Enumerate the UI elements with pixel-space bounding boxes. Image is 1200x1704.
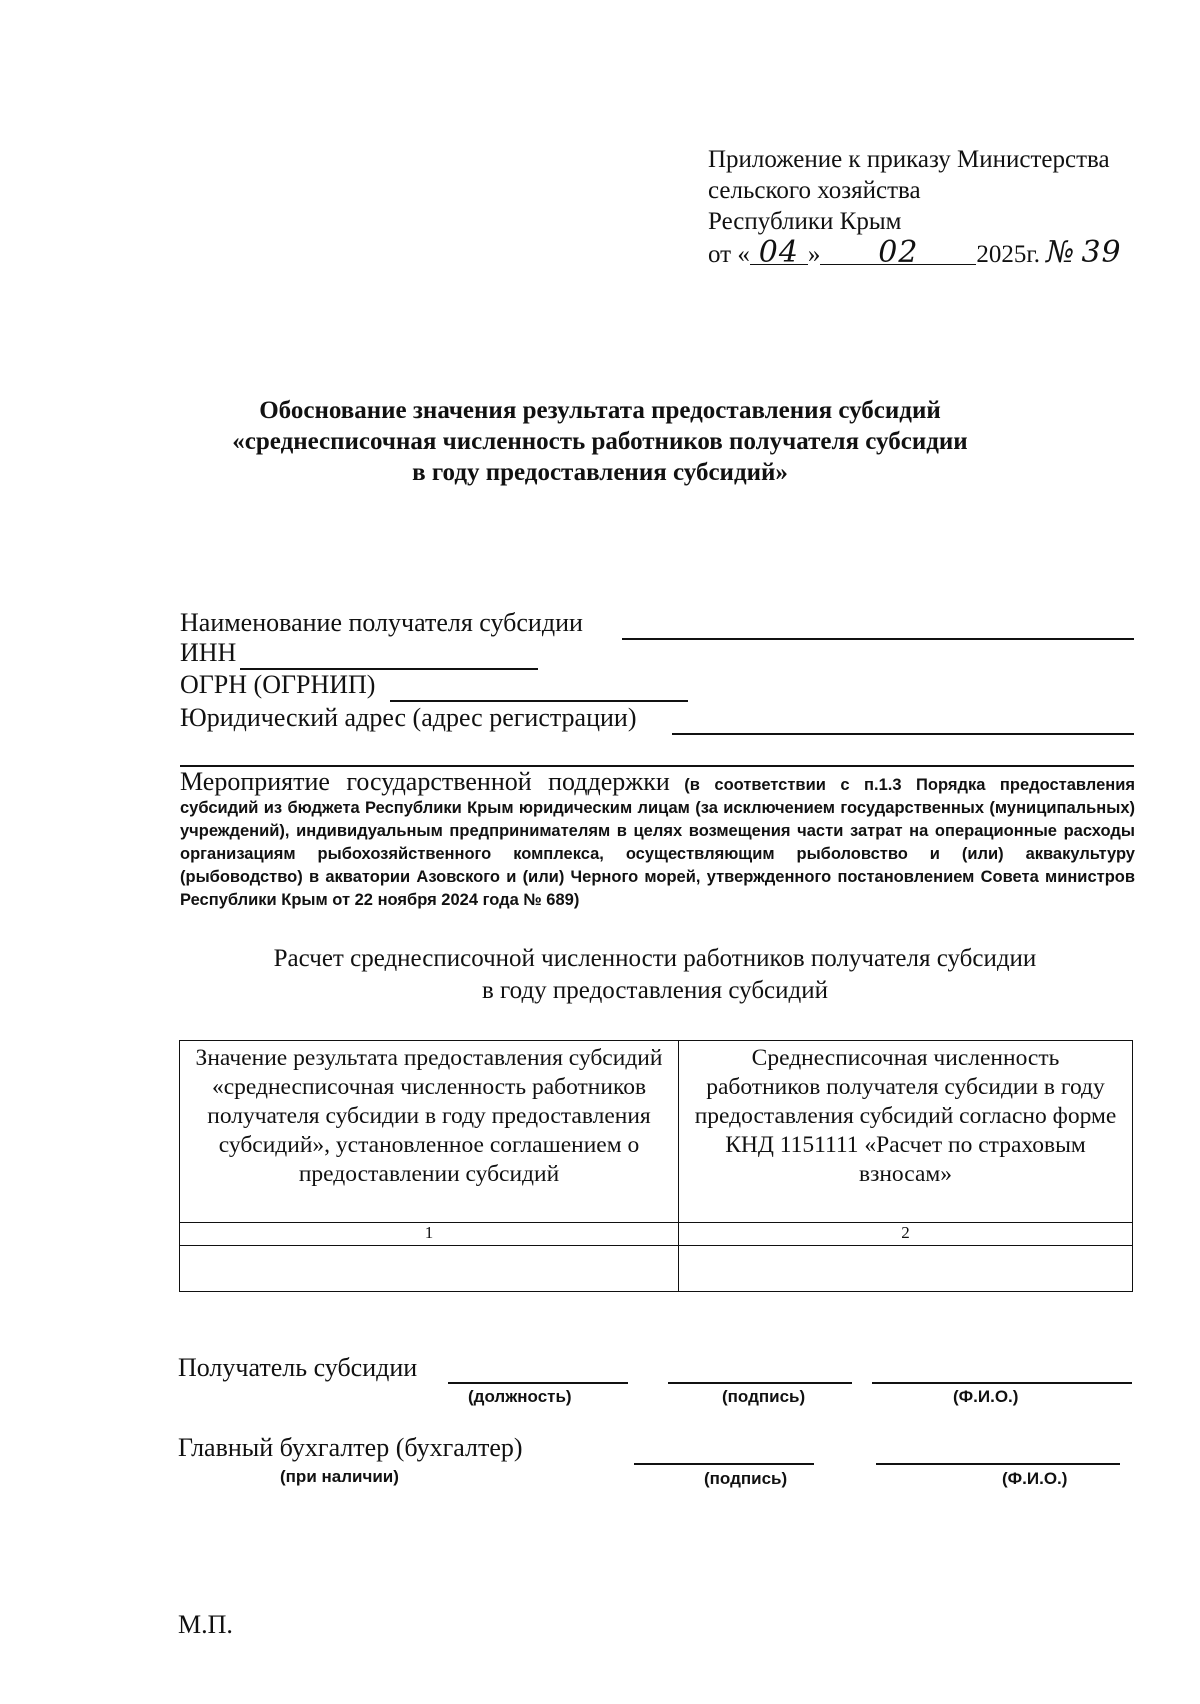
- document-title: [0, 395, 1200, 488]
- ogrn-line[interactable]: [390, 700, 688, 702]
- appendix-line-3: Республики Крым: [708, 208, 902, 235]
- table-col-number-1: 1: [180, 1223, 679, 1246]
- title-line-2: «среднесписочная численность работников получателя субсидии: [232, 428, 968, 455]
- subtitle-line-1: Расчет среднесписочной численности работников получателя субсидии: [273, 945, 1037, 972]
- recipient-signature-line[interactable]: [668, 1382, 852, 1384]
- appendix-line-2: сельского хозяйства: [708, 177, 921, 204]
- date-quote-close: »: [807, 241, 821, 268]
- recipient-signature-label: Получатель субсидии: [178, 1353, 418, 1382]
- table-number-row: [180, 1223, 1133, 1246]
- signature-caption: (подпись): [722, 1387, 806, 1406]
- recipient-name-label: Наименование получателя субсидии: [180, 608, 583, 637]
- order-number: 39: [1081, 235, 1122, 270]
- legal-address-label: Юридический адрес (адрес регистрации): [180, 703, 637, 732]
- table-col-number-2: 2: [679, 1223, 1133, 1246]
- legal-address-line[interactable]: [672, 733, 1134, 735]
- date-day: 04: [750, 237, 808, 265]
- date-prefix: от «: [708, 241, 750, 268]
- support-measure-paragraph: [180, 767, 1135, 912]
- accountant-signature-line[interactable]: [634, 1463, 814, 1465]
- table-cell-value-1[interactable]: [180, 1246, 679, 1292]
- table-header-col-1: Значение результата предоставления субсидий «среднесписочная численность работников получателя субсидии в году предоставления субсидий», установленное соглашением о предоставлении субсидий: [180, 1041, 679, 1223]
- if-any-caption: (при наличии): [280, 1467, 399, 1486]
- table-row: [180, 1246, 1133, 1292]
- date-year: 2025: [976, 241, 1027, 268]
- accountant-fio-caption: (Ф.И.О.): [1002, 1469, 1068, 1488]
- date-month: 02: [820, 237, 976, 265]
- title-line-3: в году предоставления субсидий»: [412, 459, 788, 486]
- inn-label: ИНН: [180, 638, 237, 667]
- accountant-fio-line[interactable]: [876, 1463, 1120, 1465]
- position-caption: (должность): [468, 1387, 572, 1406]
- table-cell-value-2[interactable]: [679, 1246, 1133, 1292]
- date-year-suffix: г.: [1026, 241, 1041, 268]
- accountant-signature-label: Главный бухгалтер (бухгалтер): [178, 1433, 523, 1462]
- recipient-fio-line[interactable]: [872, 1382, 1132, 1384]
- recipient-name-line[interactable]: [622, 638, 1134, 640]
- appendix-block: [708, 144, 1122, 270]
- table-header-row: [180, 1041, 1133, 1223]
- fio-caption: (Ф.И.О.): [953, 1387, 1019, 1406]
- support-measure-label: Мероприятие государственной поддержки: [180, 767, 670, 796]
- ogrn-label: ОГРН (ОГРНИП): [180, 670, 376, 699]
- title-line-1: Обоснование значения результата предоставления субсидий: [259, 397, 941, 424]
- appendix-date-line: [708, 237, 1122, 270]
- order-number-sign: №: [1046, 235, 1076, 270]
- calculation-table: [179, 1040, 1133, 1292]
- support-measure-text: (в соответствии с п.1.3 Порядка предоставления субсидий из бюджета Республики Крым юридическим лицам (за исключением государственных (муниципальных) учреждений), индивидуальным предпринимателям в целях возмещения части затрат на операционные расходы организациям рыбохозяйственного комплекса, осуществляющим рыболовство и (или) аквакультуру (рыбоводство) в акватории Азовского и (или) Черного морей, утвержденного постановлением Совета министров Республики Крым от 22 ноября 2024 года № 689): [180, 776, 1135, 909]
- table-header-col-2: Среднесписочная численность работников получателя субсидии в году предоставления субсидий согласно форме КНД 1151111 «Расчет по страховым взносам»: [679, 1041, 1133, 1223]
- appendix-line-1: Приложение к приказу Министерства: [708, 146, 1110, 173]
- subtitle-line-2: в году предоставления субсидий: [481, 977, 828, 1004]
- accountant-signature-caption: (подпись): [704, 1469, 788, 1488]
- calculation-subtitle: [0, 943, 1200, 1007]
- recipient-position-line[interactable]: [448, 1382, 628, 1384]
- stamp-place: М.П.: [178, 1610, 233, 1639]
